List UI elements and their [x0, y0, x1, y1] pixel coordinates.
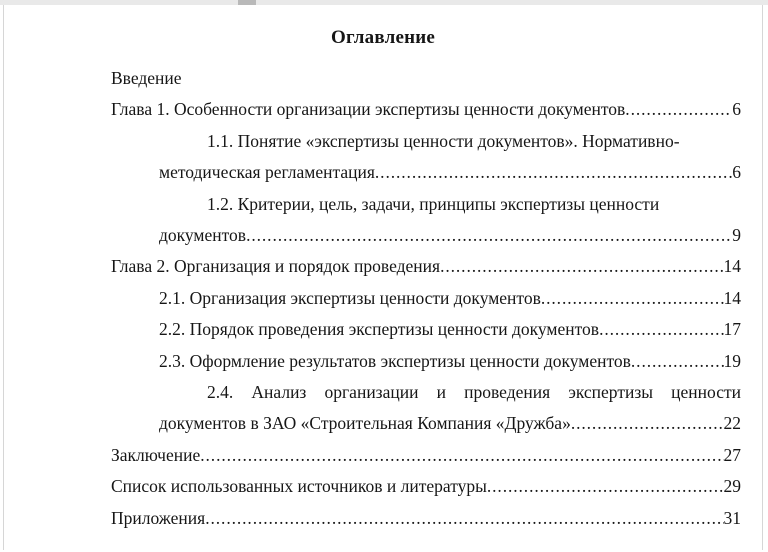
toc-entry-section-2-2[interactable] [111, 314, 741, 345]
document-page [3, 5, 763, 550]
toc-entry-chapter-1[interactable] [111, 94, 741, 125]
toc-entry-title: Введение [111, 68, 182, 88]
toc-entry-leader-row [111, 94, 741, 125]
toc-entry-bibliography[interactable] [111, 471, 741, 502]
toc-entry-leader-row [159, 314, 741, 345]
toc-dot-leader [599, 314, 723, 345]
page-title: Оглавление [330, 27, 436, 48]
toc-dot-leader [625, 94, 732, 125]
toc-entry-title-line1: 1.2. Критерии, цель, задачи, принципы экспертизы ценности [207, 193, 660, 214]
toc-entry-title: Глава 1. Особенности организации экспертизы ценности документов [111, 99, 626, 120]
toc-entry-title: Глава 2. Организация и порядок проведения [111, 256, 441, 277]
toc-entry-title-line2: документов [159, 225, 247, 246]
toc-entry-title: 2.1. Организация экспертизы ценности документов [159, 287, 541, 308]
toc-entry-title-line2: методическая регламентация [159, 162, 375, 183]
toc-dot-leader [631, 346, 724, 377]
toc-entry-section-2-1[interactable] [111, 283, 741, 314]
toc-entry-title-line1: 1.1. Понятие «экспертизы ценности документов». Нормативно- [207, 130, 680, 151]
toc-entry-appendices[interactable] [111, 503, 741, 534]
toc-entry-conclusion[interactable] [111, 440, 741, 471]
toc-entry-title-line2: документов в ЗАО «Строительная Компания «Дружба» [159, 413, 571, 434]
toc-entry-leader-row [111, 440, 741, 471]
toc-page-number: 19 [723, 350, 741, 371]
toc-dot-leader [440, 251, 723, 282]
toc-page-number: 9 [732, 225, 741, 246]
toc-entry-title: 2.3. Оформление результатов экспертизы ценности документов [159, 350, 631, 371]
toc-entry-section-1-2[interactable] [111, 189, 741, 252]
toc-dot-leader [487, 471, 724, 502]
toc-dot-leader [200, 440, 723, 471]
toc-entry-title: Список использованных источников и литературы [111, 476, 487, 497]
toc-entry-section-2-4[interactable] [111, 377, 741, 440]
toc-entry-leader-row [159, 283, 741, 314]
toc-page-number: 14 [723, 256, 741, 277]
toc-entry-title: 2.2. Порядок проведения экспертизы ценности документов [159, 319, 600, 340]
toc-page-number: 31 [723, 507, 741, 528]
toc-dot-leader [205, 503, 723, 534]
toc-entry-leader-row [111, 63, 741, 94]
toc-dot-leader [246, 220, 732, 251]
toc-page-number: 17 [723, 319, 741, 340]
toc-page-number: 6 [732, 162, 741, 183]
toc-entry-section-1-1[interactable] [111, 126, 741, 189]
toc-entry-title-line1: 2.4. Анализ организации и проведения экспертизы ценности [207, 382, 741, 403]
toc-entry-leader-row [111, 471, 741, 502]
toc-entry-introduction[interactable] [111, 63, 741, 94]
toc-entry-leader-row [111, 251, 741, 282]
toc-entry-leader-row [111, 503, 741, 534]
toc-entry-title: Приложения [111, 507, 206, 528]
toc-entry-leader-row [159, 220, 741, 251]
toc-page-number: 22 [723, 413, 741, 434]
toc-entry-chapter-2[interactable] [111, 251, 741, 282]
toc-dot-leader [375, 157, 732, 188]
toc-page-number: 29 [723, 476, 741, 497]
table-of-contents [111, 63, 741, 534]
toc-entry-section-2-3[interactable] [111, 346, 741, 377]
toc-entry-leader-row [159, 408, 741, 439]
toc-page-number: 6 [732, 99, 741, 120]
toc-dot-leader [571, 408, 724, 439]
toc-page-number: 14 [723, 287, 741, 308]
toc-entry-leader-row [159, 157, 741, 188]
toc-dot-leader [541, 283, 724, 314]
toc-entry-title: Заключение [111, 444, 201, 465]
toc-entry-leader-row [159, 346, 741, 377]
toc-page-number: 27 [723, 444, 741, 465]
